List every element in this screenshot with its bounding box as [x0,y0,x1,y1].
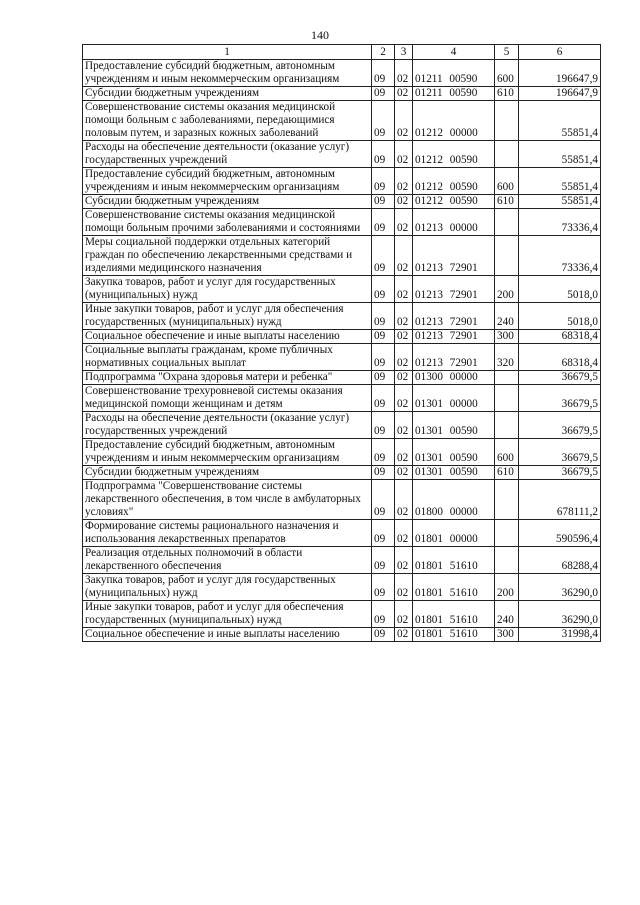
row-subsection-code: 02 [395,303,413,330]
row-subsection-code: 02 [395,168,413,195]
row-expense-type [495,101,519,141]
row-amount: 590596,4 [519,520,601,547]
row-target-article: 01800 00000 [413,480,495,520]
row-section-code: 09 [372,344,395,371]
row-target-article: 01213 72901 [413,276,495,303]
row-target-article: 01301 00590 [413,439,495,466]
row-description: Совершенствование системы оказания медицинской помощи больным с заболеваниями, передающимися половым путем, и заразных кожных заболеваний [83,101,372,141]
table-row [83,141,601,168]
table-row [83,574,601,601]
row-subsection-code: 02 [395,547,413,574]
row-section-code: 09 [372,276,395,303]
row-subsection-code: 02 [395,628,413,642]
row-amount: 68318,4 [519,344,601,371]
row-section-code: 09 [372,303,395,330]
row-subsection-code: 02 [395,439,413,466]
header-col-3: 3 [395,45,413,60]
row-expense-type: 200 [495,574,519,601]
row-target-article: 01211 00590 [413,60,495,87]
row-section-code: 09 [372,209,395,236]
row-description: Субсидии бюджетным учреждениям [83,195,372,209]
row-expense-type: 300 [495,628,519,642]
row-expense-type: 610 [495,195,519,209]
row-target-article: 01801 51610 [413,628,495,642]
row-description: Субсидии бюджетным учреждениям [83,466,372,480]
row-section-code: 09 [372,601,395,628]
table-row [83,480,601,520]
row-section-code: 09 [372,466,395,480]
row-target-article: 01801 51610 [413,574,495,601]
row-description: Реализация отдельных полномочий в области лекарственного обеспечения [83,547,372,574]
row-amount: 36679,5 [519,371,601,385]
table-header-row [83,45,601,60]
budget-table [82,44,601,642]
table-row [83,628,601,642]
row-subsection-code: 02 [395,601,413,628]
table-row [83,466,601,480]
row-section-code: 09 [372,480,395,520]
row-description: Иные закупки товаров, работ и услуг для обеспечения государственных (муниципальных) нужд [83,601,372,628]
table-row [83,195,601,209]
row-subsection-code: 02 [395,209,413,236]
table-row [83,520,601,547]
row-target-article: 01213 72901 [413,344,495,371]
row-section-code: 09 [372,371,395,385]
row-description: Предоставление субсидий бюджетным, автономным учреждениям и иным некоммерческим организациям [83,168,372,195]
table-row [83,385,601,412]
row-section-code: 09 [372,168,395,195]
row-target-article: 01213 72901 [413,303,495,330]
table-row [83,236,601,276]
row-section-code: 09 [372,60,395,87]
row-expense-type [495,236,519,276]
row-amount: 73336,4 [519,209,601,236]
row-amount: 55851,4 [519,168,601,195]
row-section-code: 09 [372,439,395,466]
row-section-code: 09 [372,195,395,209]
row-amount: 196647,9 [519,60,601,87]
row-description: Иные закупки товаров, работ и услуг для обеспечения государственных (муниципальных) нужд [83,303,372,330]
table-row [83,547,601,574]
row-target-article: 01213 00000 [413,209,495,236]
row-description: Социальные выплаты гражданам, кроме публичных нормативных социальных выплат [83,344,372,371]
row-expense-type: 300 [495,330,519,344]
table-row [83,371,601,385]
row-expense-type: 240 [495,303,519,330]
row-expense-type: 600 [495,60,519,87]
row-subsection-code: 02 [395,520,413,547]
row-expense-type [495,520,519,547]
row-subsection-code: 02 [395,330,413,344]
row-description: Меры социальной поддержки отдельных категорий граждан по обеспечению лекарственными средствами и изделиями медицинского назначения [83,236,372,276]
table-row [83,412,601,439]
row-subsection-code: 02 [395,101,413,141]
row-amount: 31998,4 [519,628,601,642]
row-amount: 5018,0 [519,303,601,330]
row-target-article: 01301 00590 [413,412,495,439]
table-row [83,344,601,371]
row-subsection-code: 02 [395,60,413,87]
row-amount: 55851,4 [519,101,601,141]
row-target-article: 01212 00590 [413,168,495,195]
row-target-article: 01212 00590 [413,195,495,209]
row-amount: 73336,4 [519,236,601,276]
table-row [83,87,601,101]
row-subsection-code: 02 [395,141,413,168]
table-row [83,209,601,236]
row-target-article: 01301 00000 [413,385,495,412]
table-row [83,303,601,330]
header-col-1: 1 [83,45,372,60]
row-target-article: 01212 00000 [413,101,495,141]
row-expense-type: 610 [495,466,519,480]
row-amount: 68288,4 [519,547,601,574]
row-description: Совершенствование трехуровневой системы оказания медицинской помощи женщинам и детям [83,385,372,412]
row-description: Подпрограмма "Охрана здоровья матери и ребенка" [83,371,372,385]
row-subsection-code: 02 [395,195,413,209]
row-description: Социальное обеспечение и иные выплаты населению [83,330,372,344]
row-amount: 36290,0 [519,601,601,628]
row-subsection-code: 02 [395,385,413,412]
row-description: Расходы на обеспечение деятельности (оказание услуг) государственных учреждений [83,412,372,439]
table-row [83,439,601,466]
row-section-code: 09 [372,574,395,601]
row-expense-type: 240 [495,601,519,628]
row-subsection-code: 02 [395,371,413,385]
row-amount: 36679,5 [519,439,601,466]
row-expense-type [495,209,519,236]
row-section-code: 09 [372,101,395,141]
row-expense-type [495,480,519,520]
row-section-code: 09 [372,520,395,547]
row-description: Предоставление субсидий бюджетным, автономным учреждениям и иным некоммерческим организациям [83,439,372,466]
row-description: Социальное обеспечение и иные выплаты населению [83,628,372,642]
row-expense-type [495,412,519,439]
row-amount: 36679,5 [519,412,601,439]
table-body [83,60,601,642]
row-target-article: 01801 00000 [413,520,495,547]
row-subsection-code: 02 [395,344,413,371]
row-section-code: 09 [372,547,395,574]
row-subsection-code: 02 [395,574,413,601]
row-amount: 55851,4 [519,195,601,209]
row-description: Субсидии бюджетным учреждениям [83,87,372,101]
row-subsection-code: 02 [395,236,413,276]
table-row [83,168,601,195]
row-amount: 36679,5 [519,385,601,412]
row-subsection-code: 02 [395,276,413,303]
page-number: 140 [311,28,329,42]
header-col-2: 2 [372,45,395,60]
table-row [83,60,601,87]
row-expense-type: 200 [495,276,519,303]
row-subsection-code: 02 [395,480,413,520]
row-target-article: 01801 51610 [413,547,495,574]
row-section-code: 09 [372,385,395,412]
header-col-6: 6 [519,45,601,60]
header-col-4: 4 [413,45,495,60]
row-amount: 5018,0 [519,276,601,303]
table-row [83,601,601,628]
row-target-article: 01801 51610 [413,601,495,628]
row-expense-type: 320 [495,344,519,371]
row-expense-type: 600 [495,439,519,466]
row-target-article: 01300 00000 [413,371,495,385]
row-target-article: 01211 00590 [413,87,495,101]
row-section-code: 09 [372,628,395,642]
row-expense-type: 600 [495,168,519,195]
row-description: Формирование системы рационального назначения и использования лекарственных препаратов [83,520,372,547]
row-subsection-code: 02 [395,87,413,101]
row-amount: 196647,9 [519,87,601,101]
row-expense-type [495,547,519,574]
row-subsection-code: 02 [395,466,413,480]
row-expense-type [495,385,519,412]
row-amount: 36679,5 [519,466,601,480]
row-target-article: 01212 00590 [413,141,495,168]
row-description: Предоставление субсидий бюджетным, автономным учреждениям и иным некоммерческим организациям [83,60,372,87]
row-target-article: 01213 72901 [413,236,495,276]
row-target-article: 01301 00590 [413,466,495,480]
row-section-code: 09 [372,141,395,168]
row-description: Закупка товаров, работ и услуг для государственных (муниципальных) нужд [83,574,372,601]
row-section-code: 09 [372,236,395,276]
row-amount: 55851,4 [519,141,601,168]
table-row [83,276,601,303]
row-amount: 36290,0 [519,574,601,601]
row-description: Совершенствование системы оказания медицинской помощи больным прочими заболеваниями и состояниями [83,209,372,236]
row-expense-type: 610 [495,87,519,101]
row-section-code: 09 [372,330,395,344]
row-subsection-code: 02 [395,412,413,439]
row-description: Подпрограмма "Совершенствование системы лекарственного обеспечения, в том числе в амбулаторных условиях" [83,480,372,520]
header-col-5: 5 [495,45,519,60]
row-description: Расходы на обеспечение деятельности (оказание услуг) государственных учреждений [83,141,372,168]
row-section-code: 09 [372,412,395,439]
table-row [83,330,601,344]
row-description: Закупка товаров, работ и услуг для государственных (муниципальных) нужд [83,276,372,303]
row-expense-type [495,371,519,385]
row-amount: 68318,4 [519,330,601,344]
row-amount: 678111,2 [519,480,601,520]
row-expense-type [495,141,519,168]
row-section-code: 09 [372,87,395,101]
table-row [83,101,601,141]
row-target-article: 01213 72901 [413,330,495,344]
